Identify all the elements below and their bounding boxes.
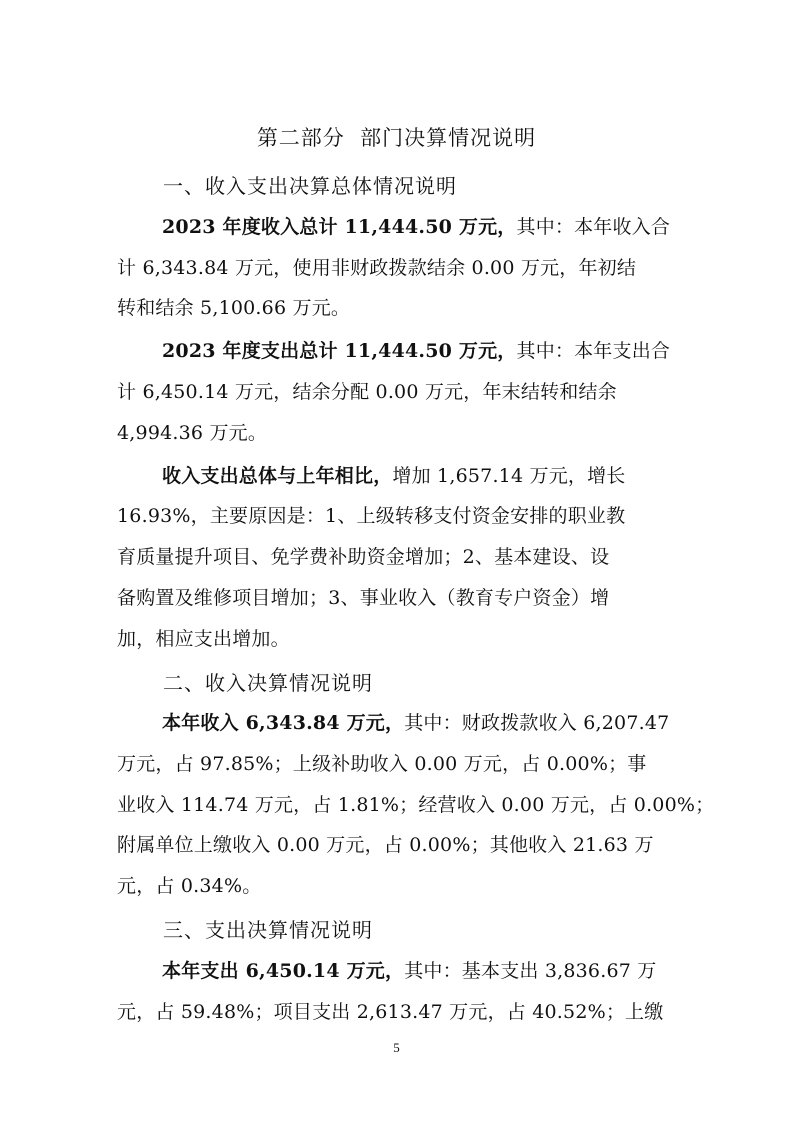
paragraph-lead: 本年收入 6,343.84 万元， xyxy=(162,712,405,734)
paragraph-line xyxy=(162,708,669,735)
paragraph-lead: 2023 年度收入总计 11,444.50 万元， xyxy=(162,216,517,238)
paragraph-line: 业收入 114.74 万元，占 1.81%；经营收入 0.00 万元，占 0.00%； xyxy=(117,794,715,816)
paragraph-line: 加，相应支出增加。 xyxy=(117,628,290,650)
paragraph-text: 其中：财政拨款收入 6,207.47 xyxy=(404,712,670,734)
paragraph-line xyxy=(162,956,656,983)
section-heading-3: 三、支出决算情况说明 xyxy=(163,918,373,942)
paragraph-lead: 2023 年度支出总计 11,444.50 万元， xyxy=(162,340,517,362)
paragraph-lead: 收入支出总体与上年相比， xyxy=(162,465,393,487)
paragraph-line: 计 6,343.84 万元，使用非财政拨款结余 0.00 万元，年初结 xyxy=(117,257,637,279)
paragraph-text: 其中：本年收入合 xyxy=(516,216,671,238)
paragraph-text: 其中：基本支出 3,836.67 万 xyxy=(404,960,657,982)
page-number: 5 xyxy=(393,1040,400,1055)
paragraph-line: 元，占 0.34%。 xyxy=(117,875,262,897)
paragraph-line: 4,994.36 万元。 xyxy=(117,422,268,444)
paragraph-line: 计 6,450.14 万元，结余分配 0.00 万元，年末结转和结余 xyxy=(117,381,617,403)
paragraph-line xyxy=(162,461,626,488)
paragraph-text: 其中：本年支出合 xyxy=(516,340,671,362)
paragraph-line xyxy=(162,212,670,239)
paragraph-line: 16.93%，主要原因是：1、上级转移支付资金安排的职业教 xyxy=(117,505,626,527)
paragraph-line: 万元，占 97.85%；上级补助收入 0.00 万元，占 0.00%；事 xyxy=(117,753,647,775)
paragraph-line: 元，占 59.48%；项目支出 2,613.47 万元，占 40.52%；上缴 xyxy=(117,1001,664,1023)
paragraph-text: 增加 1,657.14 万元，增长 xyxy=(392,465,626,487)
paragraph-line: 转和结余 5,100.66 万元。 xyxy=(117,297,351,319)
section-heading-1: 一、收入支出决算总体情况说明 xyxy=(163,174,457,198)
paragraph-line xyxy=(162,336,670,363)
paragraph-lead: 本年支出 6,450.14 万元， xyxy=(162,960,405,982)
paragraph-line: 附属单位上缴收入 0.00 万元，占 0.00%；其他收入 21.63 万 xyxy=(117,834,654,856)
page-title: 第二部分 部门决算情况说明 xyxy=(256,126,537,150)
paragraph-line: 备购置及维修项目增加；3、事业收入（教育专户资金）增 xyxy=(117,587,610,609)
paragraph-line: 育质量提升项目、免学费补助资金增加；2、基本建设、设 xyxy=(117,546,610,568)
section-heading-2: 二、收入决算情况说明 xyxy=(163,671,373,695)
